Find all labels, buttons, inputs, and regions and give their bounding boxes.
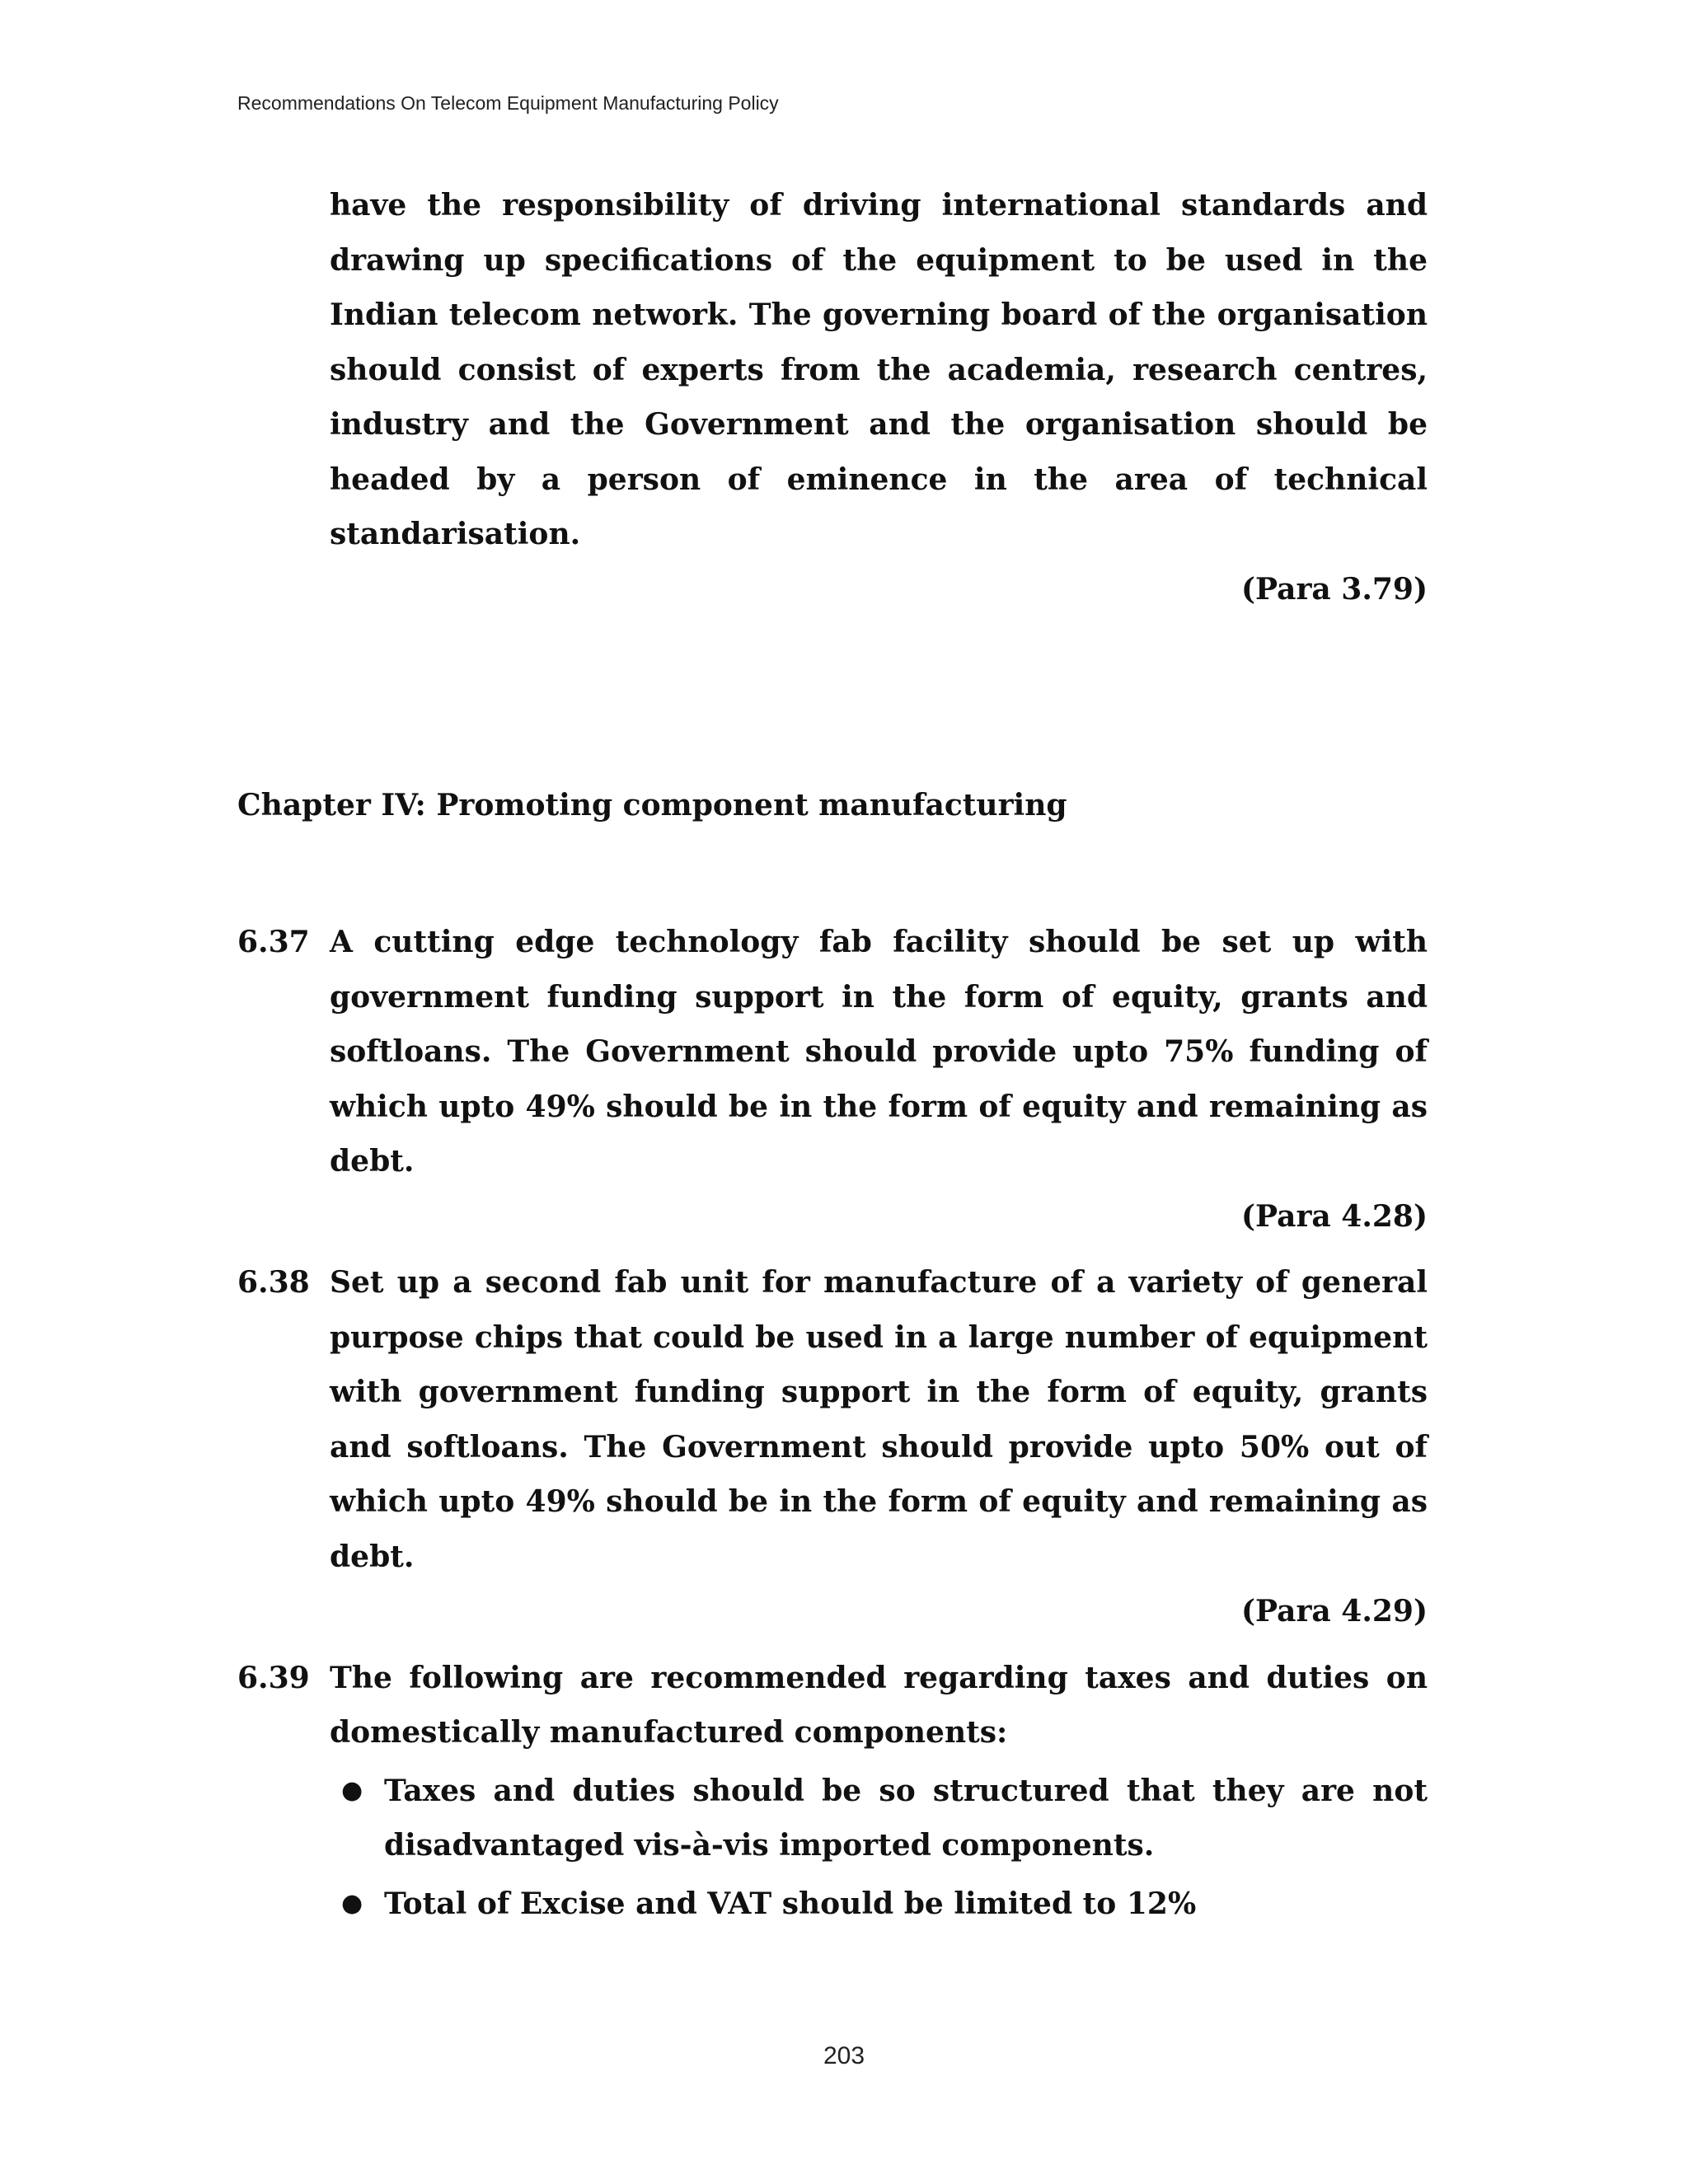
recommendation-number: 6.39	[237, 1660, 310, 1695]
recommendation-number: 6.37	[237, 925, 310, 959]
recommendation-item	[237, 1651, 1428, 1932]
para-reference: (Para 4.29)	[1240, 1594, 1428, 1629]
continued-recommendation	[330, 178, 1428, 616]
running-header: Recommendations On Telecom Equipment Manufacturing Policy	[237, 92, 779, 114]
recommendation-list	[237, 915, 1428, 1943]
bullet-text: Total of Excise and VAT should be limited to 12%	[384, 1886, 1197, 1921]
bullet-text: Taxes and duties should be so structured that they are not disadvantaged vis-à-vis imported components.	[384, 1773, 1428, 1863]
recommendation-number: 6.38	[237, 1265, 310, 1300]
bullet-dot-icon: ●	[341, 1775, 363, 1805]
chapter-heading: Chapter IV: Promoting component manufacturing	[237, 788, 1067, 823]
page-number: 203	[823, 2042, 865, 2069]
continued-paragraph-text: have the responsibility of driving international standards and drawing up specifications of the equipment to be used in the Indian telecom network. The governing board of the organisation should consist of experts from the academia, research centres, industry and the Government and the organisation should be headed by a person of eminence in the area of technical standarisation.	[330, 188, 1428, 551]
para-reference: (Para 4.28)	[1240, 1198, 1428, 1234]
bullet-dot-icon: ●	[341, 1888, 363, 1918]
recommendation-item	[237, 1255, 1428, 1639]
para-reference: (Para 3.79)	[1240, 571, 1428, 607]
recommendation-text: Set up a second fab unit for manufacture of a variety of general purpose chips that could be used in a large number of equipment with government funding support in the form of equity, grants and softloans. The Government should provide upto 50% out of which upto 49% should be in the form of equity and remaining as debt.	[330, 1265, 1428, 1574]
bullet-list	[330, 1764, 1428, 1932]
recommendation-item	[237, 915, 1428, 1244]
bullet-item	[330, 1764, 1428, 1873]
recommendation-text: The following are recommended regarding taxes and duties on domestically manufactured components:	[330, 1660, 1428, 1750]
recommendation-text: A cutting edge technology fab facility should be set up with government funding support in the form of equity, grants and softloans. The Government should provide upto 75% funding of which upto 49% should be in the form of equity and remaining as debt.	[330, 925, 1428, 1179]
bullet-item	[330, 1877, 1428, 1932]
